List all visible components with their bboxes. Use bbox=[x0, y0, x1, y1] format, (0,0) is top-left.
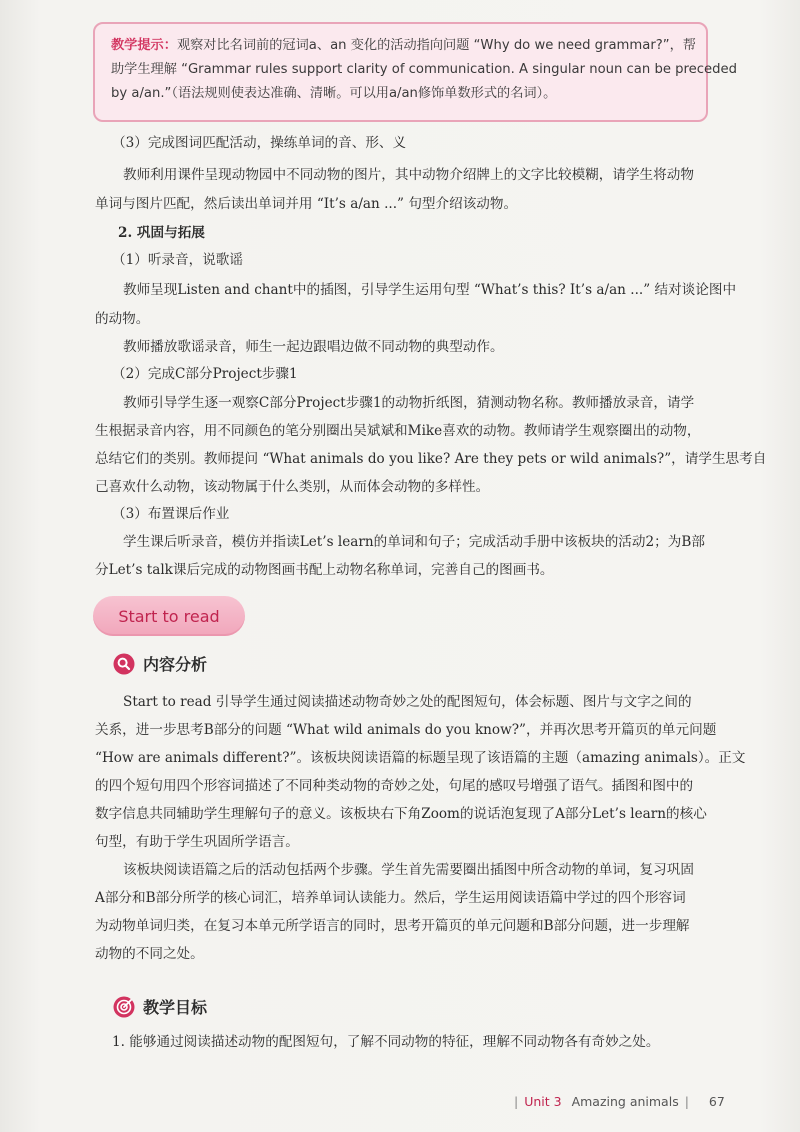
paragraph-line: 生根据录音内容，用不同颜色的笔分别圈出吴斌斌和Mike喜欢的动物。教师请学生观察圈出的动物， bbox=[95, 423, 701, 439]
paragraph-line: 的动物。 bbox=[95, 311, 150, 327]
analysis-line: 动物的不同之处。 bbox=[95, 946, 204, 962]
analysis-line: A部分和B部分所学的核心词汇，培养单词认读能力。然后，学生运用阅读语篇中学过的四个形容词 bbox=[95, 890, 686, 906]
analysis-line: 句型，有助于学生巩固所学语言。 bbox=[95, 834, 299, 850]
analysis-line: 的四个短句用四个形容词描述了不同种类动物的奇妙之处，句尾的感叹号增强了语气。插图和图中的 bbox=[95, 778, 694, 794]
magnifier-icon bbox=[113, 653, 135, 675]
goal-item-1: 1. 能够通过阅读描述动物的配图短句，了解不同动物的特征，理解不同动物各有奇妙之处。 bbox=[112, 1034, 660, 1050]
paragraph-line: 教师引导学生逐一观察C部分Project步骤1的动物折纸图，猜测动物名称。教师播放录音，请学 bbox=[123, 395, 695, 411]
analysis-line: 关系，进一步思考B部分的问题 “What wild animals do you know?”，并再次思考开篇页的单元问题 bbox=[95, 722, 717, 738]
paragraph-line: 教师利用课件呈现动物园中不同动物的图片，其中动物介绍牌上的文字比较模糊，请学生将动物 bbox=[123, 167, 694, 183]
analysis-heading bbox=[113, 652, 207, 675]
tip-line-3: by a/an.”（语法规则使表达准确、清晰。可以用a/an修饰单数形式的名词）。 bbox=[111, 86, 557, 101]
paragraph-line: 教师呈现Listen and chant中的插图，引导学生运用句型 “What’s this? It’s a/an ...” 结对谈论图中 bbox=[123, 282, 737, 298]
step-heading-1: （1）听录音，说歌谣 bbox=[112, 252, 243, 268]
page-footer: | Unit 3 Amazing animals | 67 bbox=[514, 1094, 725, 1109]
analysis-title: 内容分析 bbox=[143, 655, 208, 674]
start-to-read-banner: Start to read bbox=[93, 596, 245, 636]
section-heading-consolidate: 2. 巩固与拓展 bbox=[118, 225, 205, 241]
analysis-line: 为动物单词归类，在复习本单元所学语言的同时，思考开篇页的单元问题和B部分问题，进一步理解 bbox=[95, 918, 690, 934]
paragraph-line: 总结它们的类别。教师提问 “What animals do you like? Are they pets or wild animals?”，请学生思考自 bbox=[95, 451, 767, 467]
analysis-line: 该板块阅读语篇之后的活动包括两个步骤。学生首先需要圈出插图中所含动物的单词，复习巩固 bbox=[123, 862, 694, 878]
step-heading-3b: （3）布置课后作业 bbox=[112, 506, 230, 522]
analysis-line: Start to read 引导学生通过阅读描述动物奇妙之处的配图短句，体会标题、图片与文字之间的 bbox=[123, 694, 692, 710]
tip-label: 教学提示： bbox=[111, 38, 177, 53]
paragraph-line: 己喜欢什么动物，该动物属于什么类别，从而体会动物的多样性。 bbox=[95, 479, 490, 495]
teaching-tip-box bbox=[93, 22, 737, 122]
paragraph-line: 单词与图片匹配，然后读出单词并用 “It’s a/an ...” 句型介绍该动物。 bbox=[95, 196, 518, 212]
page-number: 67 bbox=[708, 1094, 725, 1109]
paragraph-line: 教师播放歌谣录音，师生一起边跟唱边做不同动物的典型动作。 bbox=[123, 339, 504, 355]
goals-title: 教学目标 bbox=[143, 998, 208, 1017]
paragraph-line: 分Let’s talk课后完成的动物图画书配上动物名称单词，完善自己的图画书。 bbox=[95, 562, 554, 578]
tip-line-2: 助学生理解 “Grammar rules support clarity of communication. A singular noun can be preceded bbox=[111, 62, 737, 77]
step-heading-3: （3）完成图词匹配活动，操练单词的音、形、义 bbox=[112, 135, 407, 151]
analysis-line: 数字信息共同辅助学生理解句子的意义。该板块右下角Zoom的说话泡复现了A部分Let’s learn的核心 bbox=[95, 806, 707, 822]
footer-unit: Unit 3 bbox=[524, 1094, 562, 1109]
goals-heading bbox=[113, 995, 207, 1018]
footer-title: Amazing animals bbox=[571, 1094, 679, 1109]
step-heading-2: （2）完成C部分Project步骤1 bbox=[112, 366, 298, 382]
target-icon bbox=[113, 996, 135, 1018]
paragraph-line: 学生课后听录音，模仿并指读Let’s learn的单词和句子；完成活动手册中该板块的活动2；为B部 bbox=[123, 534, 705, 550]
analysis-line: “How are animals different?”。该板块阅读语篇的标题呈现了该语篇的主题（amazing animals）。正文 bbox=[95, 750, 746, 766]
tip-line-1: 观察对比名词前的冠词a、an 变化的活动指向问题 “Why do we need grammar?”，帮 bbox=[176, 38, 696, 53]
